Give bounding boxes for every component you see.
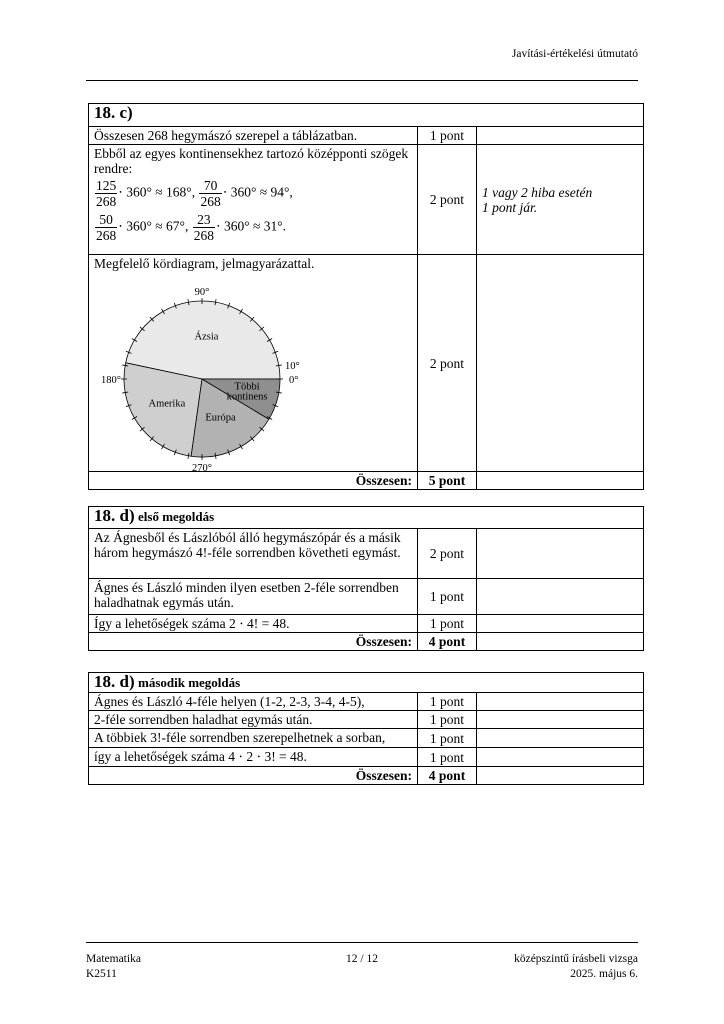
angle-label: 10° (285, 361, 300, 372)
row-comment (477, 529, 644, 579)
footer-rule (86, 942, 638, 943)
row-text (89, 145, 418, 255)
row-text: Ágnes és László 4-féle helyen (1-2, 2-3, 3-4, 4-5), (89, 693, 418, 711)
table-18d-second (88, 672, 644, 785)
slice-label: Többi (234, 381, 260, 393)
row-text: Megfelelő kördiagram, jelmagyarázattal. Ázsia Amerika Európa Többi kontinens 0° 10° 90° 180° 270° (89, 255, 418, 472)
row-points: 1 pont (418, 615, 477, 633)
row-text: Összesen 268 hegymászó szerepel a táblázatban. (89, 127, 418, 145)
row-comment (477, 693, 644, 711)
row-points: 2 pont (418, 145, 477, 255)
angles-intro: Ebből az egyes kontinensekhez tartozó középponti szögek rendre: (94, 146, 409, 176)
total-label: Összesen: (89, 633, 418, 651)
angle-label: 0° (289, 375, 299, 386)
table-18c (88, 103, 644, 490)
row-points: 1 pont (418, 748, 477, 767)
pie-chart (89, 272, 418, 474)
slice-label: Európa (205, 412, 236, 424)
section-title: 18. c) (89, 104, 644, 127)
fraction: $\frac{70}{268}$ (200, 178, 221, 209)
row-points: 1 pont (418, 579, 477, 615)
angles-line-1: $\frac{125}{268}$ ⋅ 360° ≈ 168°, $\frac{70}{268}$ ⋅ 360° ≈ 94°, (96, 178, 293, 209)
angle-label: 180° (101, 375, 121, 386)
angle-label: 270° (192, 463, 212, 474)
row-text: A többiek 3!-féle sorrendben szerepelhetnek a sorban, (89, 729, 418, 748)
table-18d-first (88, 506, 644, 651)
row-text: 2-féle sorrendben haladhat egymás után. (89, 711, 418, 729)
angle-label: 90° (194, 287, 210, 298)
slice-label: kontinens (226, 391, 268, 403)
row-comment (477, 255, 644, 472)
row-comment (477, 579, 644, 615)
row-points: 2 pont (418, 255, 477, 472)
fraction: $\frac{125}{268}$ (96, 178, 117, 209)
row-comment (477, 767, 644, 785)
row-points: 1 pont (418, 127, 477, 145)
fraction: $\frac{50}{268}$ (96, 212, 117, 243)
fraction: $\frac{23}{268}$ (193, 212, 214, 243)
slice-label: Amerika (148, 398, 186, 410)
row-text: Így a lehetőségek száma 2 ⋅ 4! = 48. (89, 615, 418, 633)
row-points: 1 pont (418, 729, 477, 748)
row-text: így a lehetőségek száma 4 ⋅ 2 ⋅ 3! = 48. (89, 748, 418, 767)
section-title: 18. d) első megoldás (89, 507, 644, 529)
angles-line-2: $\frac{50}{268}$ ⋅ 360° ≈ 67°, $\frac{23}{268}$ ⋅ 360° ≈ 31°. (96, 212, 287, 243)
row-comment (477, 711, 644, 729)
footer-code: K2511 (86, 968, 117, 980)
footer-page-number: 12 / 12 (346, 953, 378, 965)
row-text: Az Ágnesből és Lászlóból álló hegymászópár és a másik három hegymászó 4!-féle sorrendben követheti egymást. (89, 529, 418, 579)
slice-label: Ázsia (194, 331, 219, 343)
page-header: Javítási-értékelési útmutató (511, 48, 638, 60)
row-comment (477, 615, 644, 633)
total-points: 4 pont (418, 767, 477, 785)
row-comment (477, 127, 644, 145)
footer-exam: középszintű írásbeli vizsga (514, 953, 638, 965)
row-points: 2 pont (418, 529, 477, 579)
row-points: 1 pont (418, 711, 477, 729)
total-points: 4 pont (418, 633, 477, 651)
total-label: Összesen: (89, 472, 418, 490)
section-title: 18. d) második megoldás (89, 673, 644, 693)
row-text: Ágnes és László minden ilyen esetben 2-féle sorrendben haladhatnak egymás után. (89, 579, 418, 615)
row-comment (477, 729, 644, 748)
footer-subject: Matematika (86, 953, 141, 965)
total-label: Összesen: (89, 767, 418, 785)
row-comment (477, 748, 644, 767)
footer-date: 2025. május 6. (570, 968, 638, 980)
header-rule (86, 80, 638, 81)
row-comment (477, 633, 644, 651)
row-comment (477, 472, 644, 490)
row-comment: 1 vagy 2 hiba esetén 1 pont jár. (477, 145, 644, 255)
row-points: 1 pont (418, 693, 477, 711)
total-points: 5 pont (418, 472, 477, 490)
